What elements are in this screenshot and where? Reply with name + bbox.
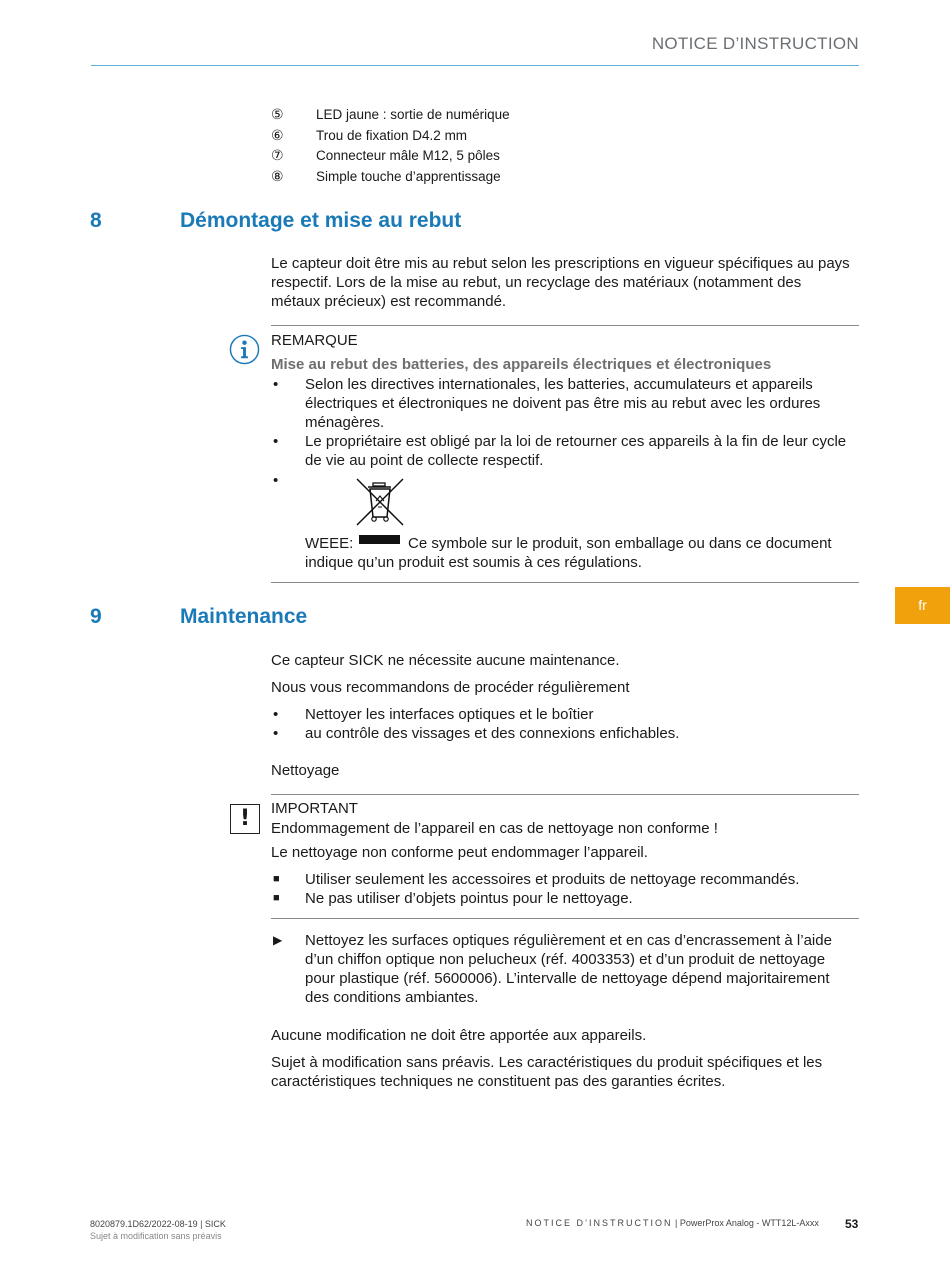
header-divider [91,65,859,66]
section-title: Maintenance [180,605,308,628]
footer-product: | PowerProx Analog - WTT12L-Axxx [672,1218,819,1228]
list-item [271,889,856,908]
legend-text: Simple touche d’apprentissage [316,169,501,184]
subheading: Nettoyage [271,762,340,779]
list-item-text: Nettoyer les interfaces optiques et le boîtier [305,706,594,723]
bullet-icon: • [273,706,279,723]
bullet-icon: • [273,472,279,489]
important-bottom-rule [271,918,859,919]
paragraph: Sujet à modification sans préavis. Les caractéristiques du produit spécifiques et les caractéristiques techniques ne constituent pas des garanties écrites. [271,1054,823,1090]
action-step [271,931,856,1007]
important-label: IMPORTANT [271,800,358,817]
paragraph: Aucune modification ne doit être apportée aux appareils. [271,1027,647,1044]
section-title: Démontage et mise au rebut [180,209,462,232]
bullet-icon: • [273,433,279,450]
footer-doc-info [90,1218,226,1242]
paragraph: Nous vous recommandons de procéder régulièrement [271,679,630,696]
legend-item [271,107,510,123]
list-item [271,432,856,470]
arrow-right-icon: ▶ [273,933,283,947]
list-item [271,724,856,743]
list-item [271,705,856,724]
weee-text: indique qu’un produit est soumis à ces régulations. [305,554,642,571]
section-number: 9 [90,605,102,628]
legend-item [271,169,501,185]
important-top-rule [271,794,859,795]
footer-title [526,1218,819,1228]
legend-number: ⑧ [271,169,284,185]
important-text: Le nettoyage non conforme peut endommager l’appareil. [271,844,648,861]
legend-number: ⑥ [271,128,284,144]
square-bullet-icon: ■ [273,873,280,885]
legend-number: ⑤ [271,107,284,123]
info-icon [229,334,260,365]
footer-doc-type: NOTICE D’INSTRUCTION [526,1218,673,1228]
notice-label: REMARQUE [271,332,358,349]
action-step-text: Nettoyez les surfaces optiques régulièrement et en cas d’encrassement à l’aide d’un chiffon optique non pelucheux (réf. 4003353) et d’un produit de nettoyage pour plastique (réf. 5600006). L’intervalle de nettoyage dépend majoritairement des conditions ambiantes. [305,932,832,1006]
section-intro: Le capteur doit être mis au rebut selon les prescriptions en vigueur spécifiques au pays respectif. Lors de la mise au rebut, un recyclage des matériaux (notamment des métaux précieux) est recommandé. [271,255,850,310]
bullet-icon: • [273,725,279,742]
footer-notice: Sujet à modification sans préavis [90,1231,222,1241]
bullet-icon: • [273,376,279,393]
header-title: NOTICE D’INSTRUCTION [651,34,859,53]
important-title: Endommagement de l’appareil en cas de nettoyage non conforme ! [271,820,718,837]
square-bullet-icon: ■ [273,892,280,904]
weee-text: Ce symbole sur le produit, son emballage ou dans ce document [408,535,832,552]
list-item-text: Utiliser seulement les accessoires et produits de nettoyage recommandés. [305,871,800,888]
legend-item [271,128,467,144]
weee-bar [359,535,400,544]
list-item-text: Ne pas utiliser d’objets pointus pour le nettoyage. [305,890,633,907]
paragraph: Ce capteur SICK ne nécessite aucune maintenance. [271,652,620,669]
legend-text: Connecteur mâle M12, 5 pôles [316,148,500,163]
language-tab: fr [895,587,950,624]
legend-number: ⑦ [271,148,284,164]
list-item [271,375,856,432]
page-number: 53 [845,1217,859,1231]
notice-top-rule [271,325,859,326]
list-item-text: Selon les directives internationales, les batteries, accumulateurs et appareils électriques et électroniques ne doivent pas être mis au rebut avec les ordures ménagères. [305,376,821,431]
section-number: 8 [90,209,102,232]
list-item [271,870,856,889]
list-item-text: Le propriétaire est obligé par la loi de retourner ces appareils à la fin de leur cycle de vie au point de collecte respectif. [305,433,847,469]
weee-bin-icon [354,477,406,527]
list-item-text: au contrôle des vissages et des connexions enfichables. [305,725,680,742]
weee-label: WEEE: [305,535,354,552]
legend-text: Trou de fixation D4.2 mm [316,128,468,143]
legend-text: LED jaune : sortie de numérique [316,107,510,122]
footer-doc-id: 8020879.1D62/2022-08-19 | SICK [90,1219,226,1229]
notice-subtitle: Mise au rebut des batteries, des appareils électriques et électroniques [271,356,772,373]
legend-item [271,148,500,164]
warning-icon: ! [230,804,260,834]
notice-bottom-rule [271,582,859,583]
